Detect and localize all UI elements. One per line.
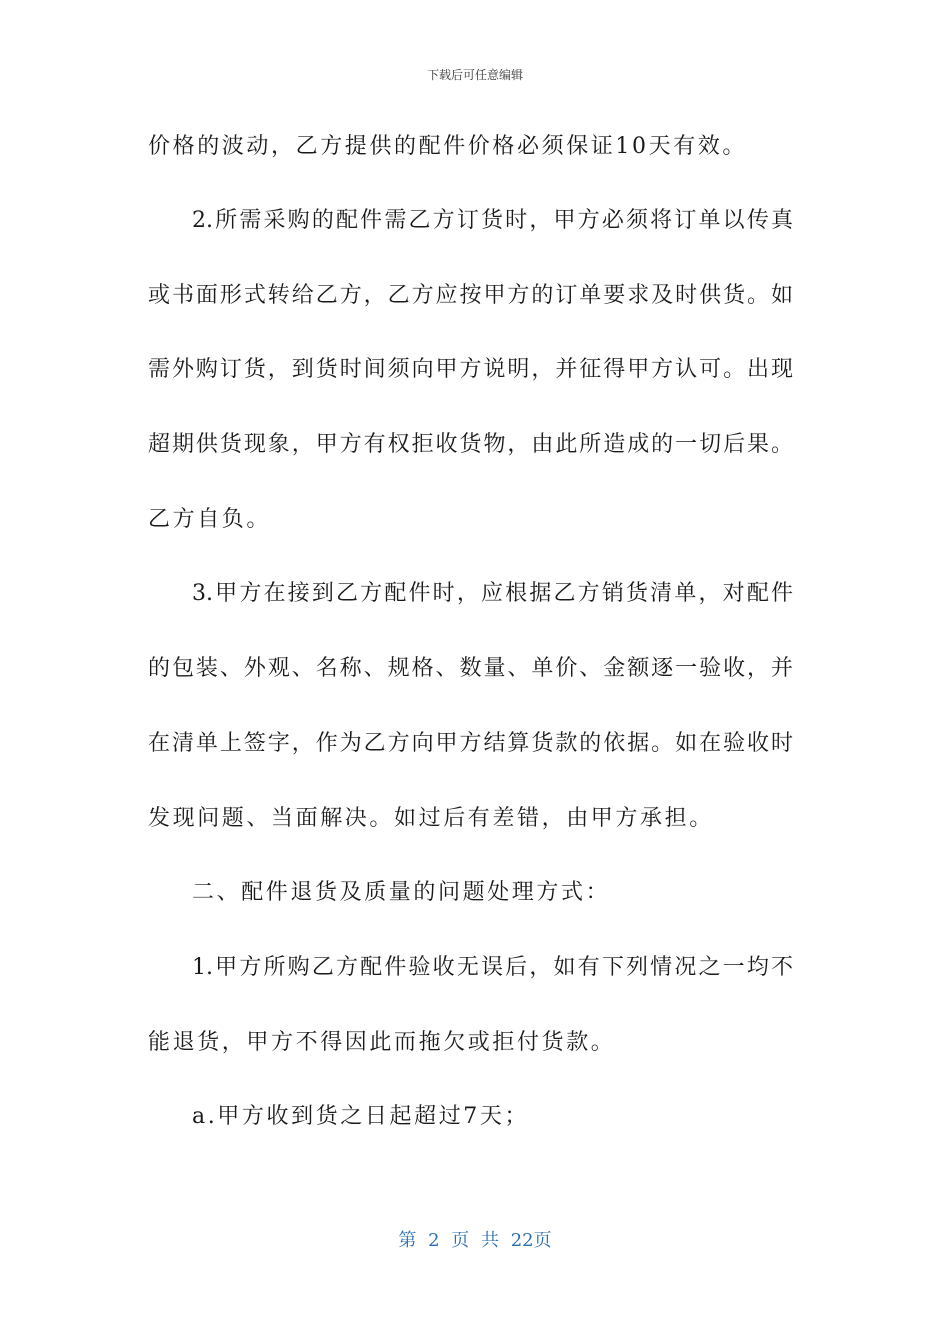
text-line: 1.甲方所购乙方配件验收无误后，如有下列情况之一均不 [192,955,793,980]
text-line: 需外购订货，到货时间须向甲方说明，并征得甲方认可。出现 [148,357,793,382]
text-line: 在清单上签字，作为乙方向甲方结算货款的依据。如在验收时 [148,731,793,756]
text-line: 能退货，甲方不得因此而拖欠或拒付货款。 [148,1030,616,1055]
text-line: 或书面形式转给乙方，乙方应按甲方的订单要求及时供货。如 [148,283,793,308]
text-line: 2.所需采购的配件需乙方订货时，甲方必须将订单以传真 [192,208,793,233]
section-heading: 二、配件退货及质量的问题处理方式： [192,880,611,905]
text-line: 的包装、外观、名称、规格、数量、单价、金额逐一验收，并 [148,656,793,681]
page-number: 第 2 页 共 22页 [398,1230,552,1251]
text-line: 价格的波动，乙方提供的配件价格必须保证10天有效。 [148,134,747,159]
text-line: 3.甲方在接到乙方配件时，应根据乙方销货清单，对配件 [192,581,793,606]
text-line: 超期供货现象，甲方有权拒收货物，由此所造成的一切后果。 [148,432,793,457]
text-line: a.甲方收到货之日起超过7天； [192,1104,530,1129]
text-line: 乙方自负。 [148,507,272,532]
page-header-note: 下载后可任意编辑 [426,68,523,82]
text-line: 发现问题、当面解决。如过后有差错，由甲方承担。 [148,806,714,831]
